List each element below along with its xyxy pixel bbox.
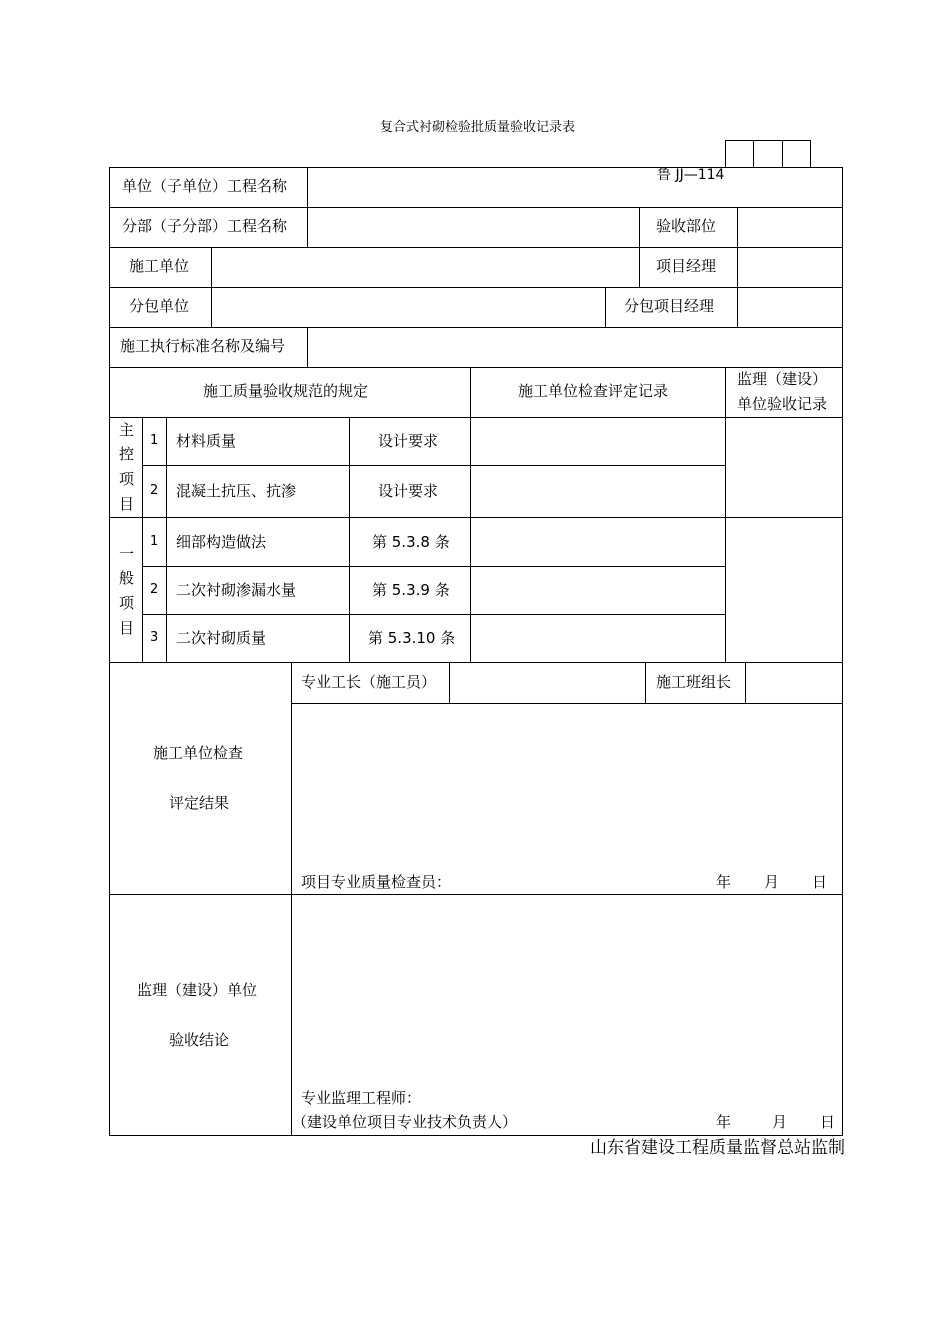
date-year-label: 年 (716, 873, 732, 891)
code-boxes (725, 140, 811, 168)
general-items-group-label: 项 (119, 594, 135, 612)
main-items-group-label: 控 (119, 445, 135, 463)
general-items-group-label: 一 (119, 545, 135, 563)
item-requirement: 第 5.3.8 条 (372, 533, 450, 551)
issuer-footer: 山东省建设工程质量监督总站监制 (590, 1138, 845, 1158)
project-manager-label: 项目经理 (656, 257, 717, 275)
item-name: 二次衬砌质量 (176, 629, 267, 647)
date-month-label: 月 (772, 1113, 788, 1131)
item-number: 1 (150, 433, 159, 448)
main-items-group-label: 目 (119, 495, 135, 513)
item-number: 3 (150, 630, 159, 645)
construction-result-label-line2: 评定结果 (169, 794, 230, 812)
general-items-group-label: 般 (119, 569, 135, 587)
item-name: 混凝土抗压、抗渗 (176, 482, 297, 500)
item-requirement: 第 5.3.10 条 (368, 629, 456, 647)
spec-column-header: 施工质量验收规范的规定 (203, 382, 369, 400)
supervision-column-header-line2: 单位验收记录 (737, 395, 828, 413)
item-number: 2 (150, 582, 159, 597)
item-name: 二次衬砌渗漏水量 (176, 581, 297, 599)
engineer-label: 专业监理工程师： (301, 1089, 422, 1107)
item-requirement: 设计要求 (378, 482, 439, 500)
main-items-group-label: 项 (119, 470, 135, 488)
standard-label: 施工执行标准名称及编号 (120, 337, 286, 355)
item-requirement: 第 5.3.9 条 (372, 581, 450, 599)
date-year-label: 年 (716, 1113, 732, 1131)
subcontractor-label: 分包单位 (129, 297, 190, 315)
sub-project-manager-label: 分包项目经理 (624, 297, 715, 315)
item-number: 2 (150, 483, 159, 498)
item-name: 细部构造做法 (176, 533, 267, 551)
construction-result-label-line1: 施工单位检查 (153, 744, 244, 762)
tech-lead-label: （建设单位项目专业技术负责人） (292, 1113, 518, 1131)
acceptance-part-label: 验收部位 (656, 217, 717, 235)
supervision-result-label-line1: 监理（建设）单位 (137, 981, 258, 999)
date-day-label: 日 (820, 1113, 836, 1131)
inspector-label: 项目专业质量检查员： (301, 873, 452, 891)
page-title: 复合式衬砌检验批质量验收记录表 (380, 120, 576, 135)
item-requirement: 设计要求 (378, 432, 439, 450)
form-code: 鲁 JJ—114 (657, 167, 725, 183)
foreman-label: 专业工长（施工员） (301, 673, 437, 691)
item-number: 1 (150, 534, 159, 549)
check-record-column-header: 施工单位检查评定记录 (518, 382, 669, 400)
unit-project-label: 单位（子单位）工程名称 (122, 177, 288, 195)
constructor-label: 施工单位 (129, 257, 190, 275)
team-leader-label: 施工班组长 (656, 673, 732, 691)
main-items-group-label: 主 (119, 421, 135, 439)
date-day-label: 日 (812, 873, 828, 891)
sub-project-label: 分部（子分部）工程名称 (122, 217, 288, 235)
date-month-label: 月 (764, 873, 780, 891)
general-items-group-label: 目 (119, 619, 135, 637)
supervision-column-header-line1: 监理（建设） (737, 370, 828, 388)
item-name: 材料质量 (176, 432, 237, 450)
supervision-result-label-line2: 验收结论 (169, 1031, 230, 1049)
